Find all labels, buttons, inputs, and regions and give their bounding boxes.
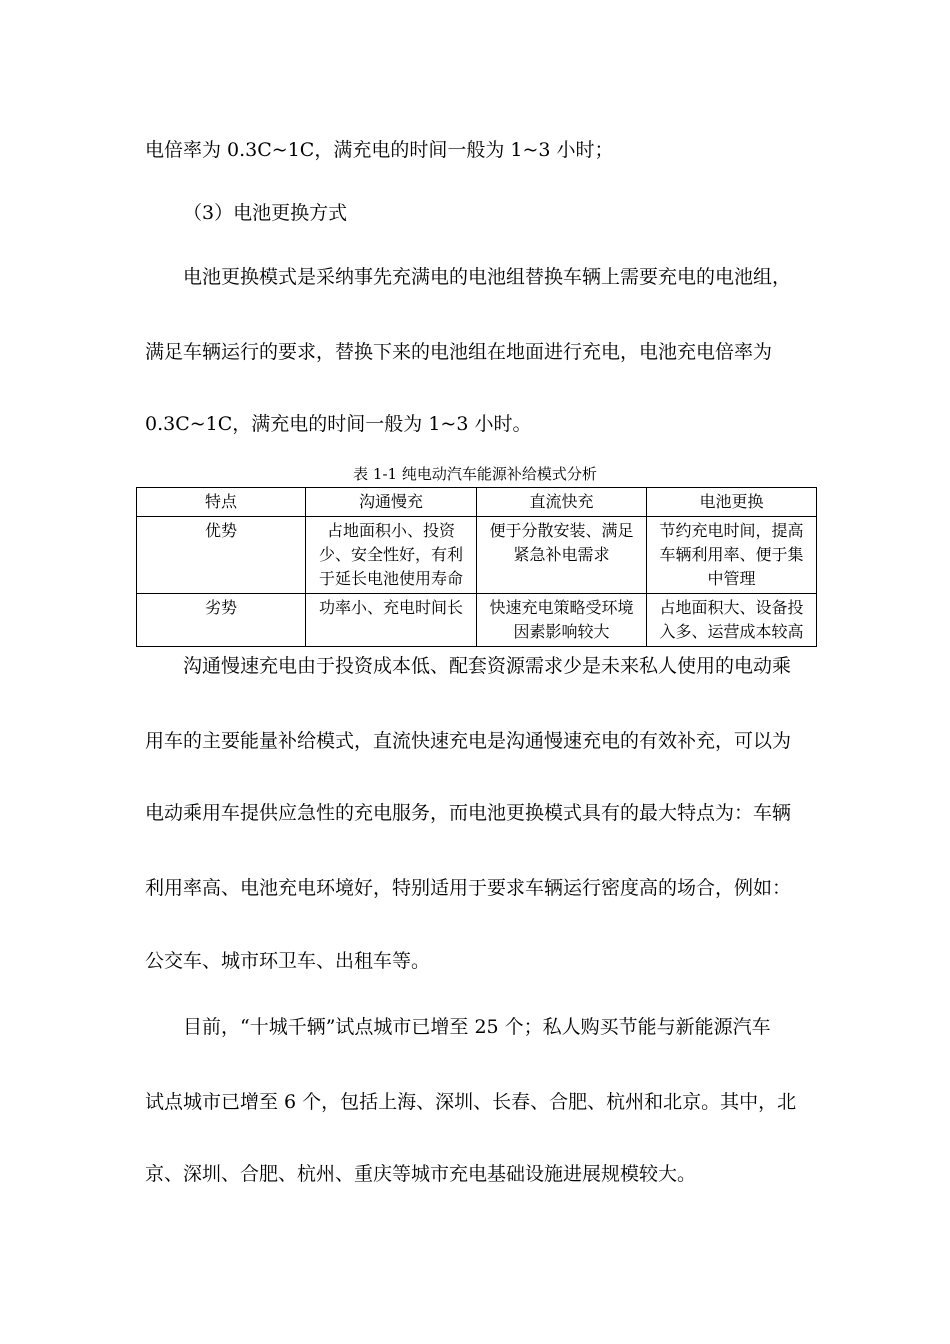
- row-label-disadvantages: 劣势: [137, 594, 306, 647]
- cell-line: 入多、运营成本较高: [659, 622, 804, 641]
- row-label-advantages: 优势: [137, 517, 306, 594]
- table-cell: [647, 517, 817, 594]
- cell-line: 于延长电池使用寿命: [318, 569, 463, 588]
- paragraph-line: 电倍率为 0.3C~1C，满充电的时间一般为 1~3 小时；: [145, 139, 614, 161]
- paragraph-line: 公交车、城市环卫车、出租车等。: [145, 950, 431, 972]
- table-header-cell: 电池更换: [647, 488, 817, 517]
- cell-line: 因素影响较大: [513, 622, 610, 641]
- table-row: [137, 517, 817, 594]
- table-cell: [306, 517, 477, 594]
- table-cell: [477, 594, 647, 647]
- table-caption: 表 1-1 纯电动汽车能源补给模式分析: [353, 465, 597, 483]
- table-row: [137, 594, 817, 647]
- paragraph-line: 沟通慢速充电由于投资成本低、配套资源需求少是未来私人使用的电动乘: [183, 655, 792, 677]
- paragraph-line: 试点城市已增至 6 个，包括上海、深圳、长春、合肥、杭州和北京。其中，北: [145, 1091, 797, 1113]
- cell-line: 快速充电策略受环境: [489, 598, 634, 617]
- paragraph-line: 利用率高、电池充电环境好，特别适用于要求车辆运行密度高的场合，例如：: [145, 877, 792, 899]
- cell-line: 便于分散安装、满足: [489, 521, 634, 540]
- table-cell: [306, 594, 477, 647]
- paragraph-line: 用车的主要能量补给模式，直流快速充电是沟通慢速充电的有效补充，可以为: [145, 730, 792, 752]
- cell-line: 占地面积大、设备投: [659, 598, 804, 617]
- table-header-cell: 直流快充: [477, 488, 647, 517]
- paragraph-line: 目前，“十城千辆”试点城市已增至 25 个；私人购买节能与新能源汽车: [183, 1016, 771, 1038]
- cell-line: 车辆利用率、便于集: [659, 545, 804, 564]
- energy-supply-table: [136, 487, 817, 647]
- cell-line: 功率小、充电时间长: [318, 598, 463, 617]
- paragraph-line: 京、深圳、合肥、杭州、重庆等城市充电基础设施进展规模较大。: [145, 1163, 697, 1185]
- paragraph-line: 电池更换模式是采纳事先充满电的电池组替换车辆上需要充电的电池组，: [183, 266, 792, 288]
- table-header-row: [137, 488, 817, 517]
- table-header-cell: 特点: [137, 488, 306, 517]
- paragraph-line: 满足车辆运行的要求，替换下来的电池组在地面进行充电，电池充电倍率为: [145, 341, 773, 363]
- cell-line: 中管理: [707, 569, 756, 588]
- table-header-cell: 沟通慢充: [306, 488, 477, 517]
- table-cell: [647, 594, 817, 647]
- cell-line: 紧急补电需求: [513, 545, 610, 564]
- paragraph-line: 0.3C~1C，满充电的时间一般为 1~3 小时。: [145, 413, 532, 435]
- cell-line: 占地面积小、投资: [326, 521, 455, 540]
- section-heading: （3）电池更换方式: [183, 202, 348, 224]
- cell-line: 少、安全性好，有利: [318, 545, 463, 564]
- table-cell: [477, 517, 647, 594]
- paragraph-line: 电动乘用车提供应急性的充电服务，而电池更换模式具有的最大特点为：车辆: [145, 802, 792, 824]
- cell-line: 节约充电时间，提高: [659, 521, 804, 540]
